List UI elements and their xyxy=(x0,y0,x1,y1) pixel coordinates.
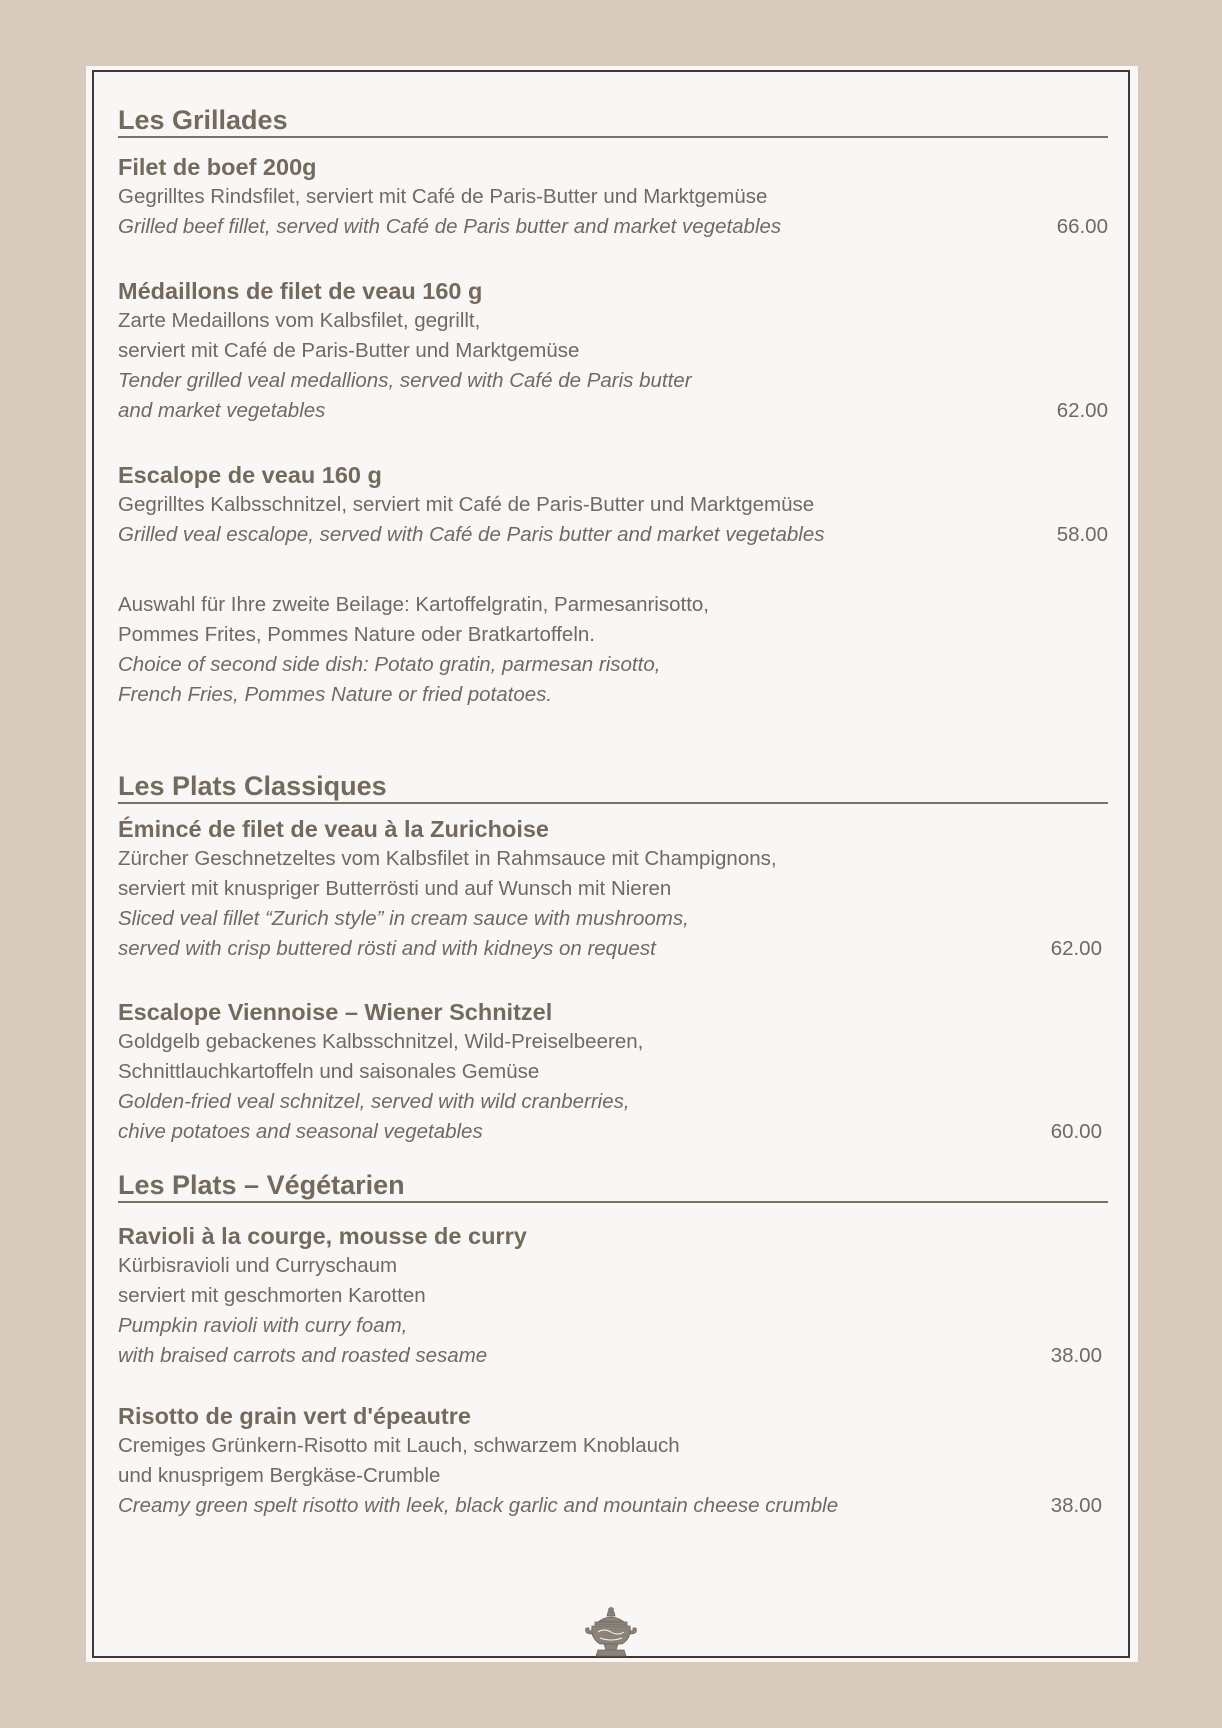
dish-name: Ravioli à la courge, mousse de curry xyxy=(118,1223,527,1249)
dish-price: 38.00 xyxy=(1050,1494,1102,1517)
dish-description-en: Grilled beef fillet, served with Café de Paris butter and market vegetables xyxy=(118,215,782,238)
section-plats-classiques xyxy=(118,770,1108,1147)
dish-description-de: Gegrilltes Kalbsschnitzel, serviert mit Café de Paris-Butter und Marktgemüse xyxy=(118,493,815,516)
dish-description-en: chive potatoes and seasonal vegetables xyxy=(118,1120,483,1143)
dish-price: 38.00 xyxy=(1050,1344,1102,1367)
section-title: Les Grillades xyxy=(118,104,1108,138)
dish-name: Risotto de grain vert d'épeautre xyxy=(118,1403,471,1429)
dish-item xyxy=(118,276,1108,426)
dish-price: 60.00 xyxy=(1050,1120,1102,1143)
dish-description-de: Schnittlauchkartoffeln und saisonales Gemüse xyxy=(118,1060,540,1083)
dish-description-de: serviert mit Café de Paris-Butter und Marktgemüse xyxy=(118,339,580,362)
dish-description-en: Sliced veal fillet “Zurich style” in cream sauce with mushrooms, xyxy=(118,907,689,930)
dish-description-de: Zürcher Geschnetzeltes vom Kalbsfilet in Rahmsauce mit Champignons, xyxy=(118,847,777,870)
dish-item xyxy=(118,1221,1108,1371)
dish-price: 58.00 xyxy=(1056,523,1108,546)
side-dish-note xyxy=(118,590,1108,710)
note-en: Choice of second side dish: Potato gratin, parmesan risotto, xyxy=(118,653,661,676)
dish-item xyxy=(118,460,1108,550)
dish-description-de: und knusprigem Bergkäse-Crumble xyxy=(118,1464,441,1487)
section-title: Les Plats – Végétarien xyxy=(118,1169,1108,1203)
dish-item xyxy=(118,814,1108,964)
note-de: Auswahl für Ihre zweite Beilage: Kartoffelgratin, Parmesanrisotto, xyxy=(118,593,709,616)
dish-description-de: serviert mit knuspriger Butterrösti und auf Wunsch mit Nieren xyxy=(118,877,672,900)
dish-description-de: Zarte Medaillons vom Kalbsfilet, gegrillt, xyxy=(118,309,481,332)
dish-description-en: and market vegetables xyxy=(118,399,326,422)
note-en: French Fries, Pommes Nature or fried potatoes. xyxy=(118,683,553,706)
dish-description-en: Pumpkin ravioli with curry foam, xyxy=(118,1314,408,1337)
tureen-logo-icon xyxy=(582,1606,640,1658)
dish-description-en: Golden-fried veal schnitzel, served with wild cranberries, xyxy=(118,1090,630,1113)
note-de: Pommes Frites, Pommes Nature oder Bratkartoffeln. xyxy=(118,623,595,646)
dish-description-en: Tender grilled veal medallions, served with Café de Paris butter xyxy=(118,369,692,392)
dish-description-en: served with crisp buttered rösti and with kidneys on request xyxy=(118,937,656,960)
dish-name: Émincé de filet de veau à la Zurichoise xyxy=(118,816,549,842)
dish-item xyxy=(118,1401,1108,1521)
section-grillades xyxy=(118,104,1108,710)
dish-description-de: Gegrilltes Rindsfilet, serviert mit Café de Paris-Butter und Marktgemüse xyxy=(118,185,768,208)
dish-name: Escalope Viennoise – Wiener Schnitzel xyxy=(118,999,553,1025)
dish-name: Filet de boef 200g xyxy=(118,154,317,180)
dish-description-en: with braised carrots and roasted sesame xyxy=(118,1344,488,1367)
menu-content xyxy=(118,104,1108,1521)
dish-name: Escalope de veau 160 g xyxy=(118,462,382,488)
dish-item xyxy=(118,997,1108,1147)
dish-price: 66.00 xyxy=(1056,215,1108,238)
dish-price: 62.00 xyxy=(1056,399,1108,422)
dish-name: Médaillons de filet de veau 160 g xyxy=(118,278,483,304)
section-plats-vegetarien xyxy=(118,1169,1108,1521)
dish-description-en: Grilled veal escalope, served with Café de Paris butter and market vegetables xyxy=(118,523,825,546)
dish-description-de: serviert mit geschmorten Karotten xyxy=(118,1284,426,1307)
dish-description-de: Kürbisravioli und Curryschaum xyxy=(118,1254,398,1277)
section-title: Les Plats Classiques xyxy=(118,770,1108,804)
dish-description-de: Cremiges Grünkern-Risotto mit Lauch, schwarzem Knoblauch xyxy=(118,1434,680,1457)
dish-item xyxy=(118,152,1108,242)
dish-description-en: Creamy green spelt risotto with leek, black garlic and mountain cheese crumble xyxy=(118,1494,839,1517)
dish-description-de: Goldgelb gebackenes Kalbsschnitzel, Wild-Preiselbeeren, xyxy=(118,1030,644,1053)
dish-price: 62.00 xyxy=(1050,937,1102,960)
